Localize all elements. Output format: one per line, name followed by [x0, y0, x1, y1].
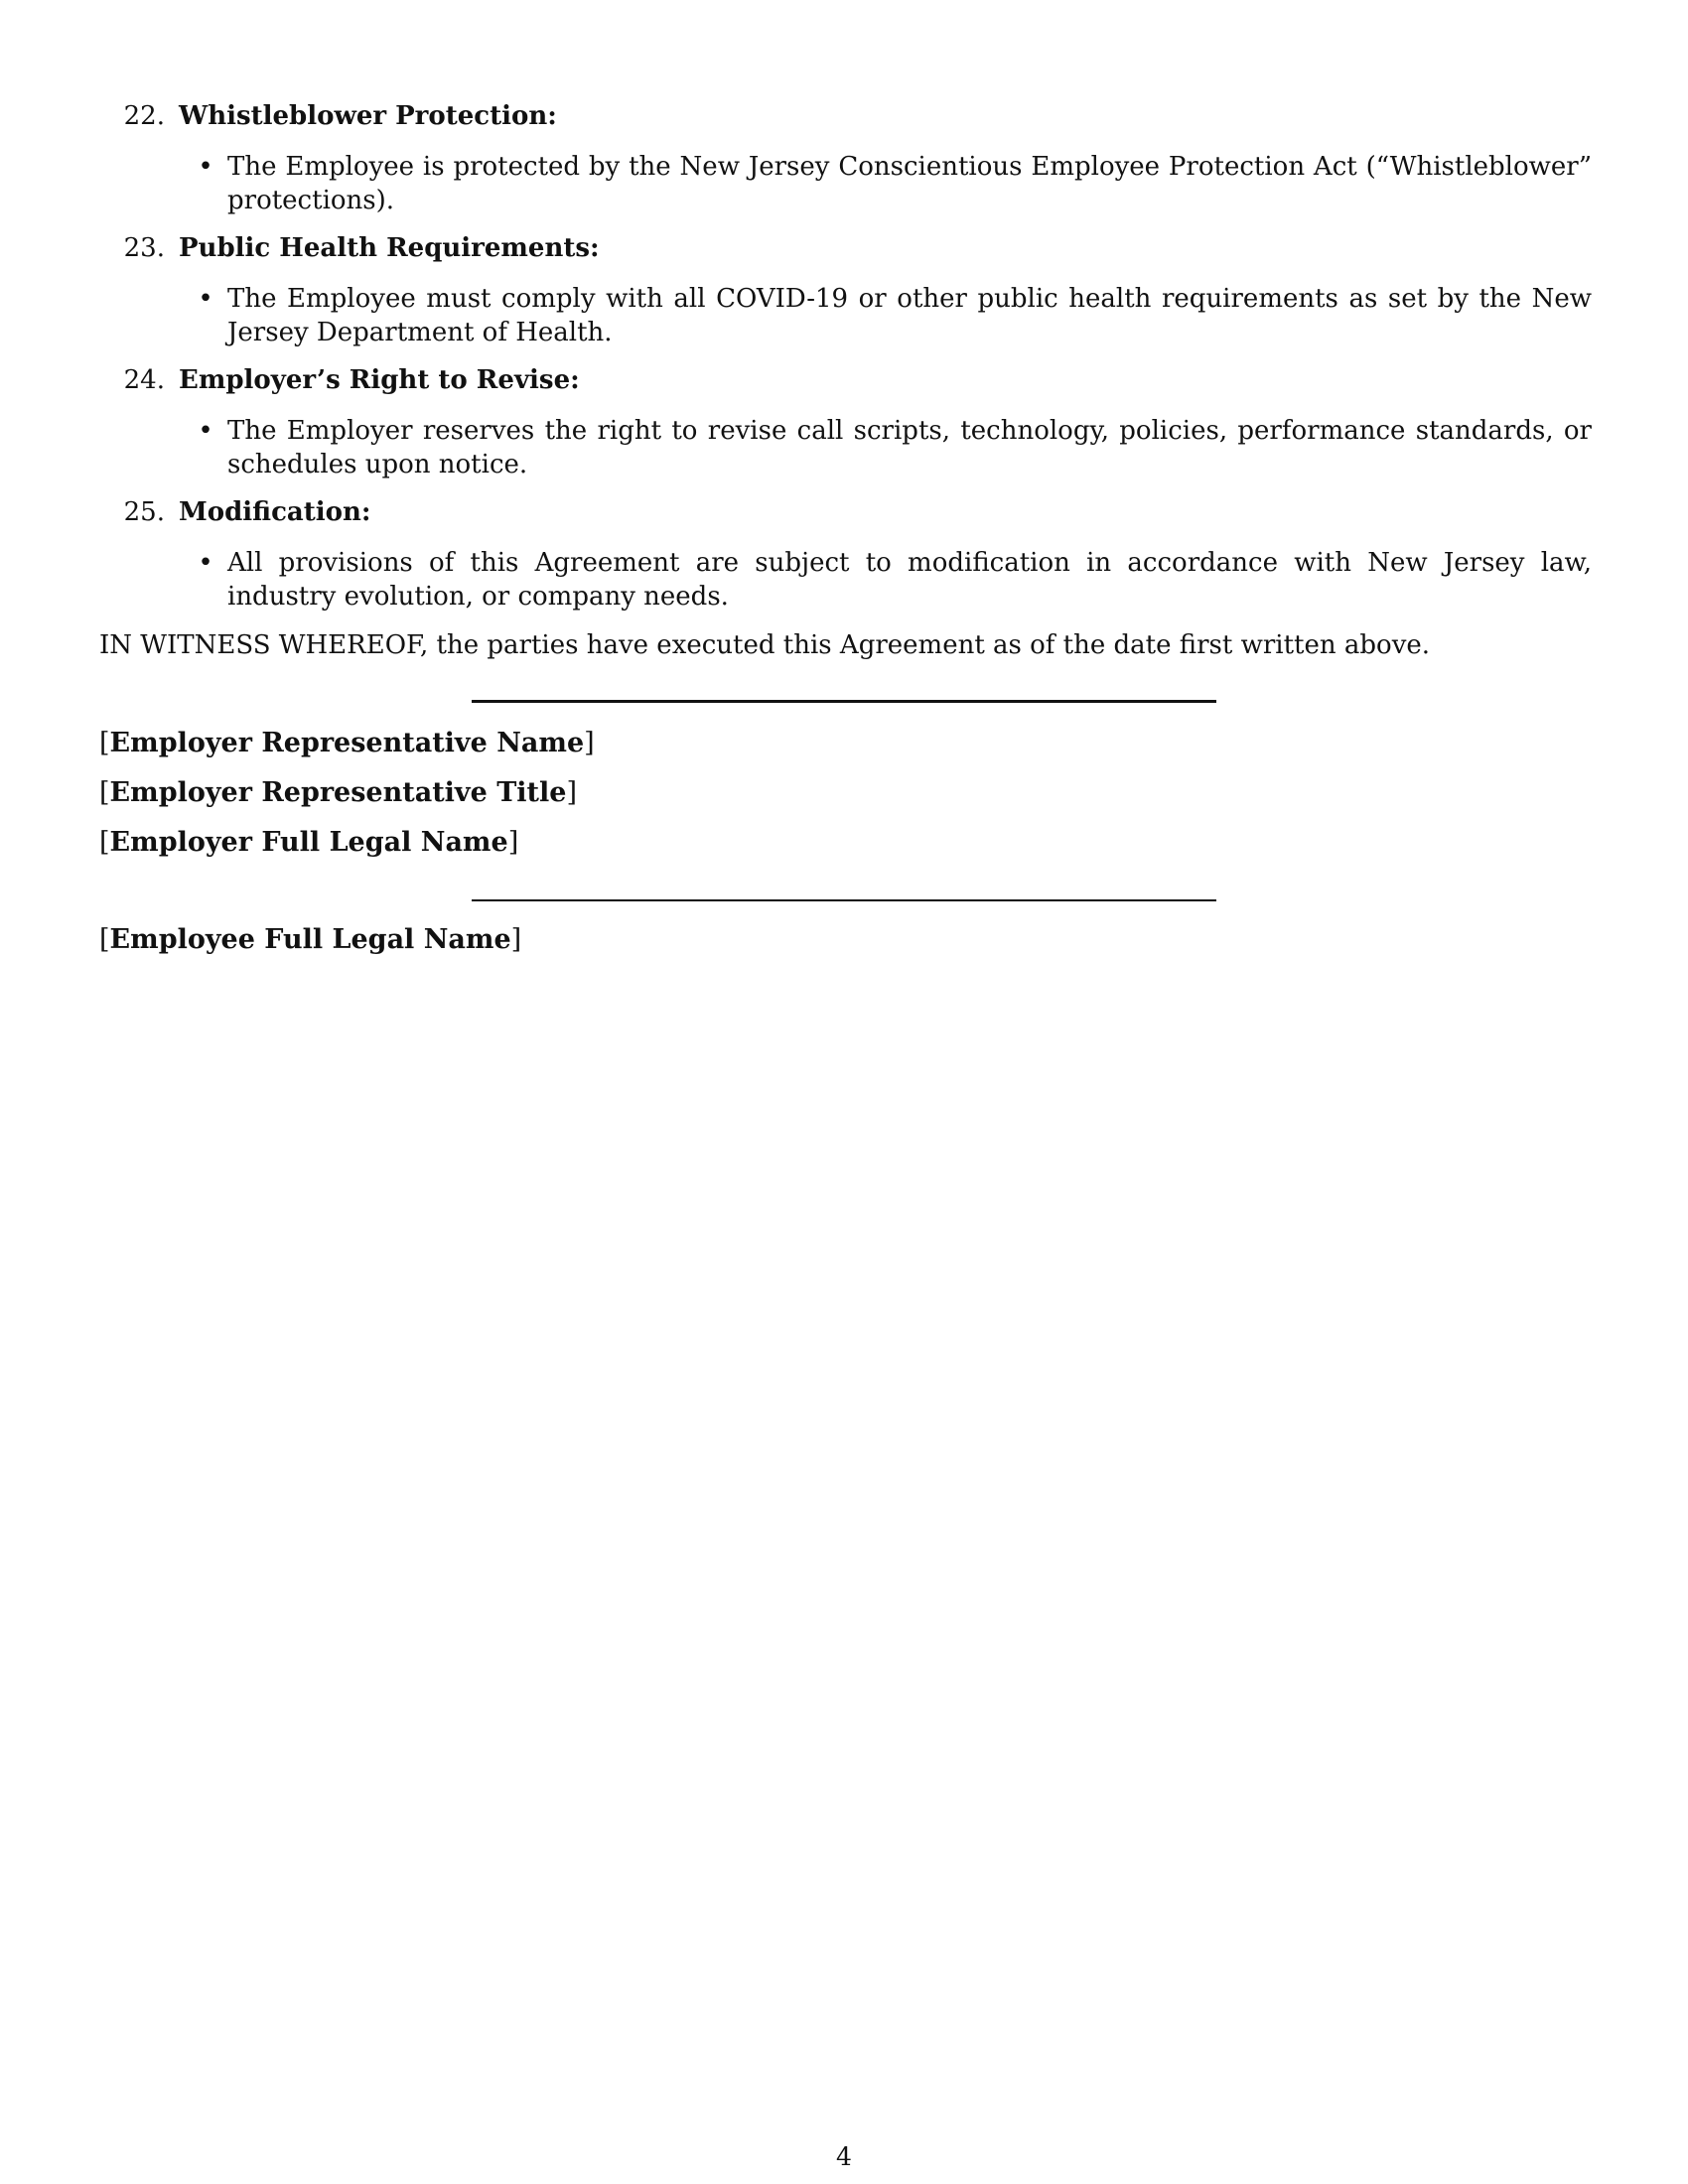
- bracket-close: ]: [584, 728, 595, 758]
- section-22-heading: [117, 99, 557, 133]
- section-24-bullet: [196, 414, 1592, 481]
- section-number: 24.: [123, 365, 165, 395]
- section-number: 22.: [123, 101, 165, 131]
- employer-signature-line: [472, 700, 1216, 703]
- bullet-text: All provisions of this Agreement are subject to modification in accordance with New Jersey law, industry evolution, or company needs.: [227, 548, 1592, 612]
- employer-representative-name-text: Employer Representative Name: [109, 728, 585, 758]
- employer-representative-title: [99, 776, 577, 810]
- section-number: 25.: [123, 497, 165, 527]
- bullet-icon: •: [198, 152, 213, 182]
- bullet-icon: •: [198, 416, 213, 446]
- bullet-icon: •: [198, 548, 213, 578]
- section-25-bullet: [196, 546, 1592, 614]
- employee-full-legal-name-text: Employee Full Legal Name: [109, 924, 511, 955]
- bracket-close: ]: [566, 777, 578, 808]
- bullet-text: The Employee must comply with all COVID-19 or other public health requirements as set by the New Jersey Department of Health.: [227, 284, 1592, 347]
- section-23-heading: [117, 231, 600, 265]
- section-25-heading: [117, 495, 371, 529]
- employer-representative-name: [99, 727, 595, 760]
- bracket-open: [: [99, 827, 110, 858]
- section-22-bullet: [196, 150, 1592, 217]
- bullet-text: The Employer reserves the right to revise call scripts, technology, policies, performance standards, or schedules upon notice.: [227, 416, 1592, 479]
- bracket-close: ]: [507, 827, 519, 858]
- witness-statement: IN WITNESS WHEREOF, the parties have executed this Agreement as of the date first written above.: [99, 630, 1431, 660]
- bracket-close: ]: [510, 924, 522, 955]
- bracket-open: [: [99, 728, 110, 758]
- section-title: Employer’s Right to Revise:: [179, 365, 580, 395]
- bracket-open: [: [99, 924, 110, 955]
- section-number: 23.: [123, 233, 165, 263]
- employee-full-legal-name: [99, 923, 521, 957]
- section-24-heading: [117, 363, 580, 397]
- section-title: Modification:: [179, 497, 371, 527]
- section-23-bullet: [196, 282, 1592, 349]
- page-number: 4: [836, 2142, 852, 2171]
- bracket-open: [: [99, 777, 110, 808]
- section-title: Public Health Requirements:: [179, 233, 600, 263]
- bullet-icon: •: [198, 284, 213, 314]
- bullet-text: The Employee is protected by the New Jersey Conscientious Employee Protection Act (“Whistleblower” protections).: [227, 152, 1592, 215]
- employer-full-legal-name: [99, 826, 518, 860]
- employer-representative-title-text: Employer Representative Title: [109, 777, 567, 808]
- employer-full-legal-name-text: Employer Full Legal Name: [109, 827, 508, 858]
- employee-signature-line: [472, 899, 1216, 901]
- section-title: Whistleblower Protection:: [179, 101, 557, 131]
